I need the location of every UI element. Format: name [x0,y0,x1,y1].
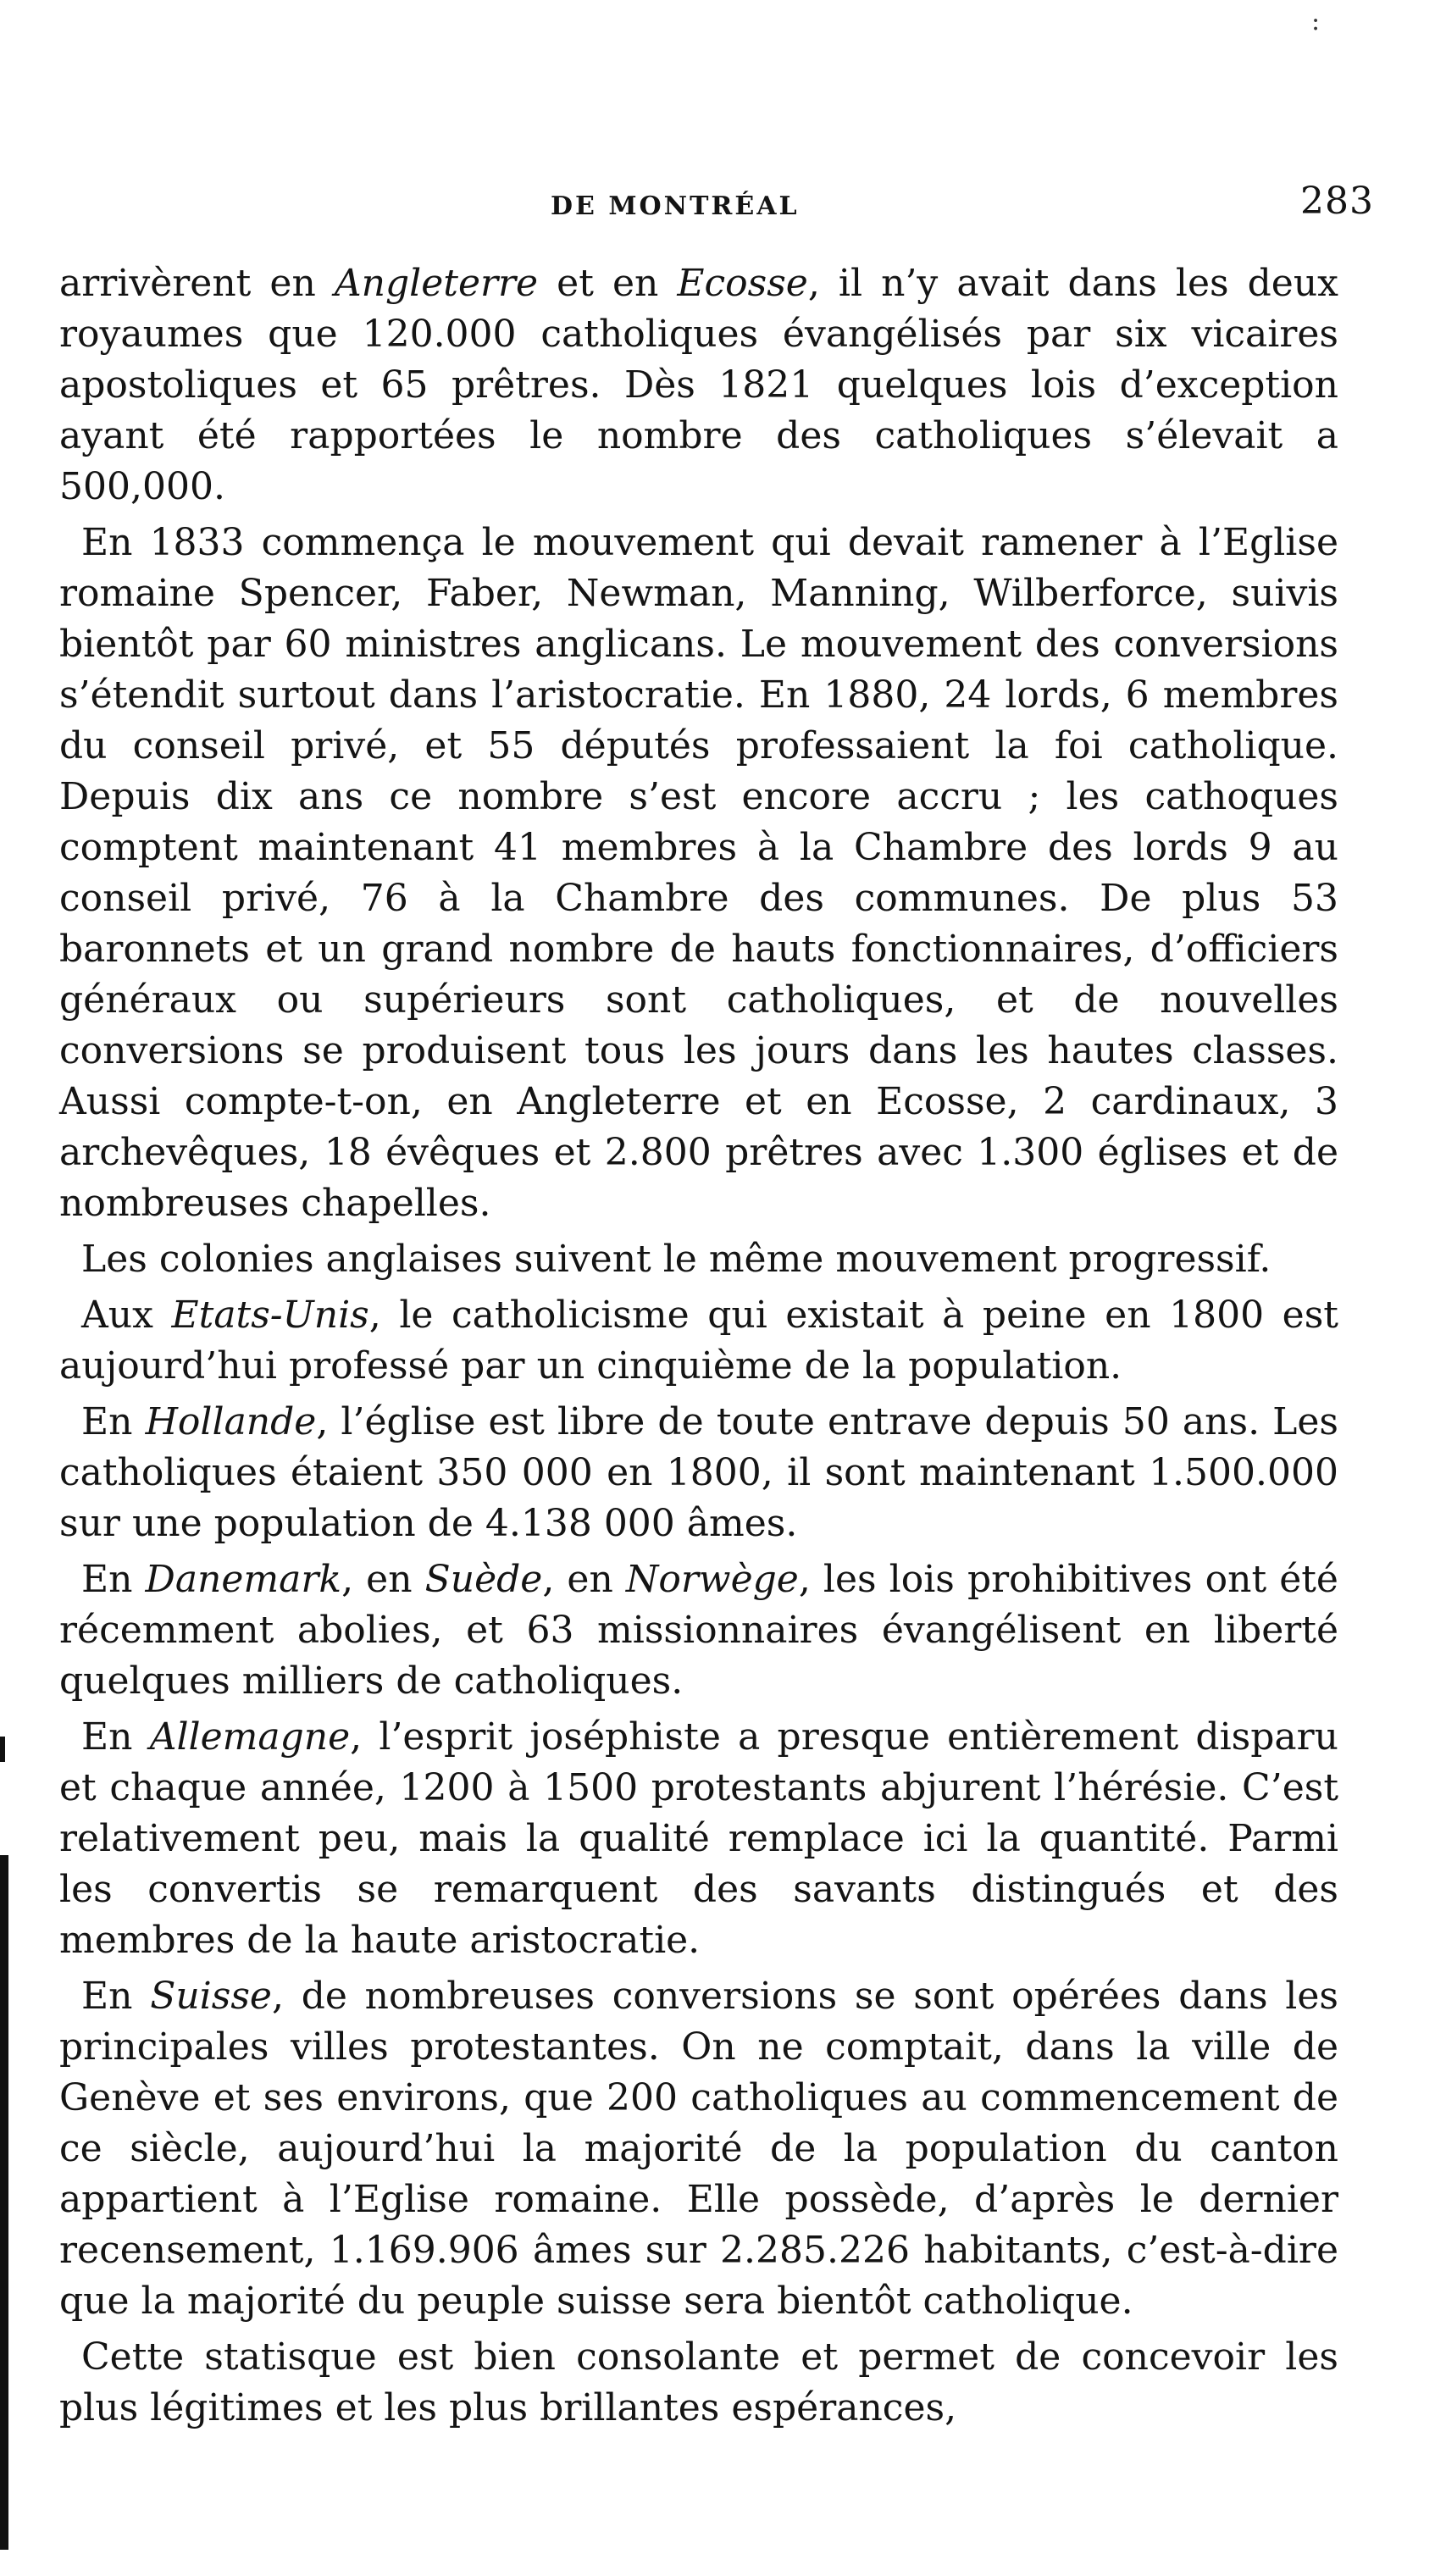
paragraph: arrivèrent en Angleterre et en Ecosse, il n’y avait dans les deux royaumes que 120.000 catholiques évangélisés par six vicaires apostoliques et 65 prêtres. Dès 1821 quelques lois d’exception ayant été rapportées le nombre des catholiques s’élevait a 500,000. [59,262,1338,508]
body-text [59,258,1338,2439]
paragraph: En 1833 commença le mouvement qui devait ramener à l’Eglise romaine Spencer, Faber, Newman, Manning, Wilberforce, suivis bientôt par 60 ministres anglicans. Le mouvement des conversions s’étendit surtout dans l’aristocratie. En 1880, 24 lords, 6 membres du conseil privé, et 55 députés professaient la foi catholique. Depuis dix ans ce nombre s’est encore accru ; les cathoques comptent maintenant 41 membres à la Chambre des lords 9 au conseil privé, 76 à la Chambre des communes. De plus 53 baronnets et un grand nombre de hauts fonctionnaires, d’officiers généraux ou supérieurs sont catholiques, et de nouvelles conversions se produisent tous les jours dans les hautes classes. Aussi compte-t-on, en Angleterre et en Ecosse, 2 cardinaux, 3 archevêques, 18 évêques et 2.800 prêtres avec 1.300 églises et de nombreuses chapelles. [59,521,1338,1225]
corner-mark: : [1311,7,1321,36]
margin-mark [0,1737,5,1762]
paragraph: En Danemark, en Suède, en Norwège, les lois prohibitives ont été récemment abolies, et 63 missionnaires évangélisent en liberté quelques milliers de catholiques. [59,1558,1338,1703]
paragraph: Aux Etats-Unis, le catholicisme qui existait à peine en 1800 est aujourd’hui professé par un cinquième de la population. [59,1294,1338,1388]
paragraph: En Hollande, l’église est libre de toute entrave depuis 50 ans. Les catholiques étaient 350 000 en 1800, il sont maintenant 1.500.000 sur une population de 4.138 000 âmes. [59,1400,1338,1545]
page-number: 283 [1300,180,1374,223]
binding-edge [0,1855,8,2550]
paragraph: En Allemagne, l’esprit joséphiste a presque entièrement disparu et chaque année, 1200 à 1500 protestants abjurent l’hérésie. C’est relativement peu, mais la qualité remplace ici la quantité. Parmi les convertis se remarquent des savants distingués et des membres de la haute aristocratie. [59,1715,1338,1962]
paragraph: Les colonies anglaises suivent le même mouvement progressif. [81,1238,1271,1281]
page-header [0,180,1446,230]
running-head: DE MONTRÉAL [551,191,800,221]
paragraph: En Suisse, de nombreuses conversions se sont opérées dans les principales villes protestantes. On ne comptait, dans la ville de Genève et ses environs, que 200 catholiques au commencement de ce siècle, aujourd’hui la majorité de la population du canton appartient à l’Eglise romaine. Elle possède, d’après le dernier recensement, 1.169.906 âmes sur 2.285.226 habitants, c’est-à-dire que la majorité du peuple suisse sera bientôt catholique. [59,1975,1338,2323]
paragraph: Cette statisque est bien consolante et permet de concevoir les plus légitimes et les plus brillantes espérances, [59,2335,1338,2429]
